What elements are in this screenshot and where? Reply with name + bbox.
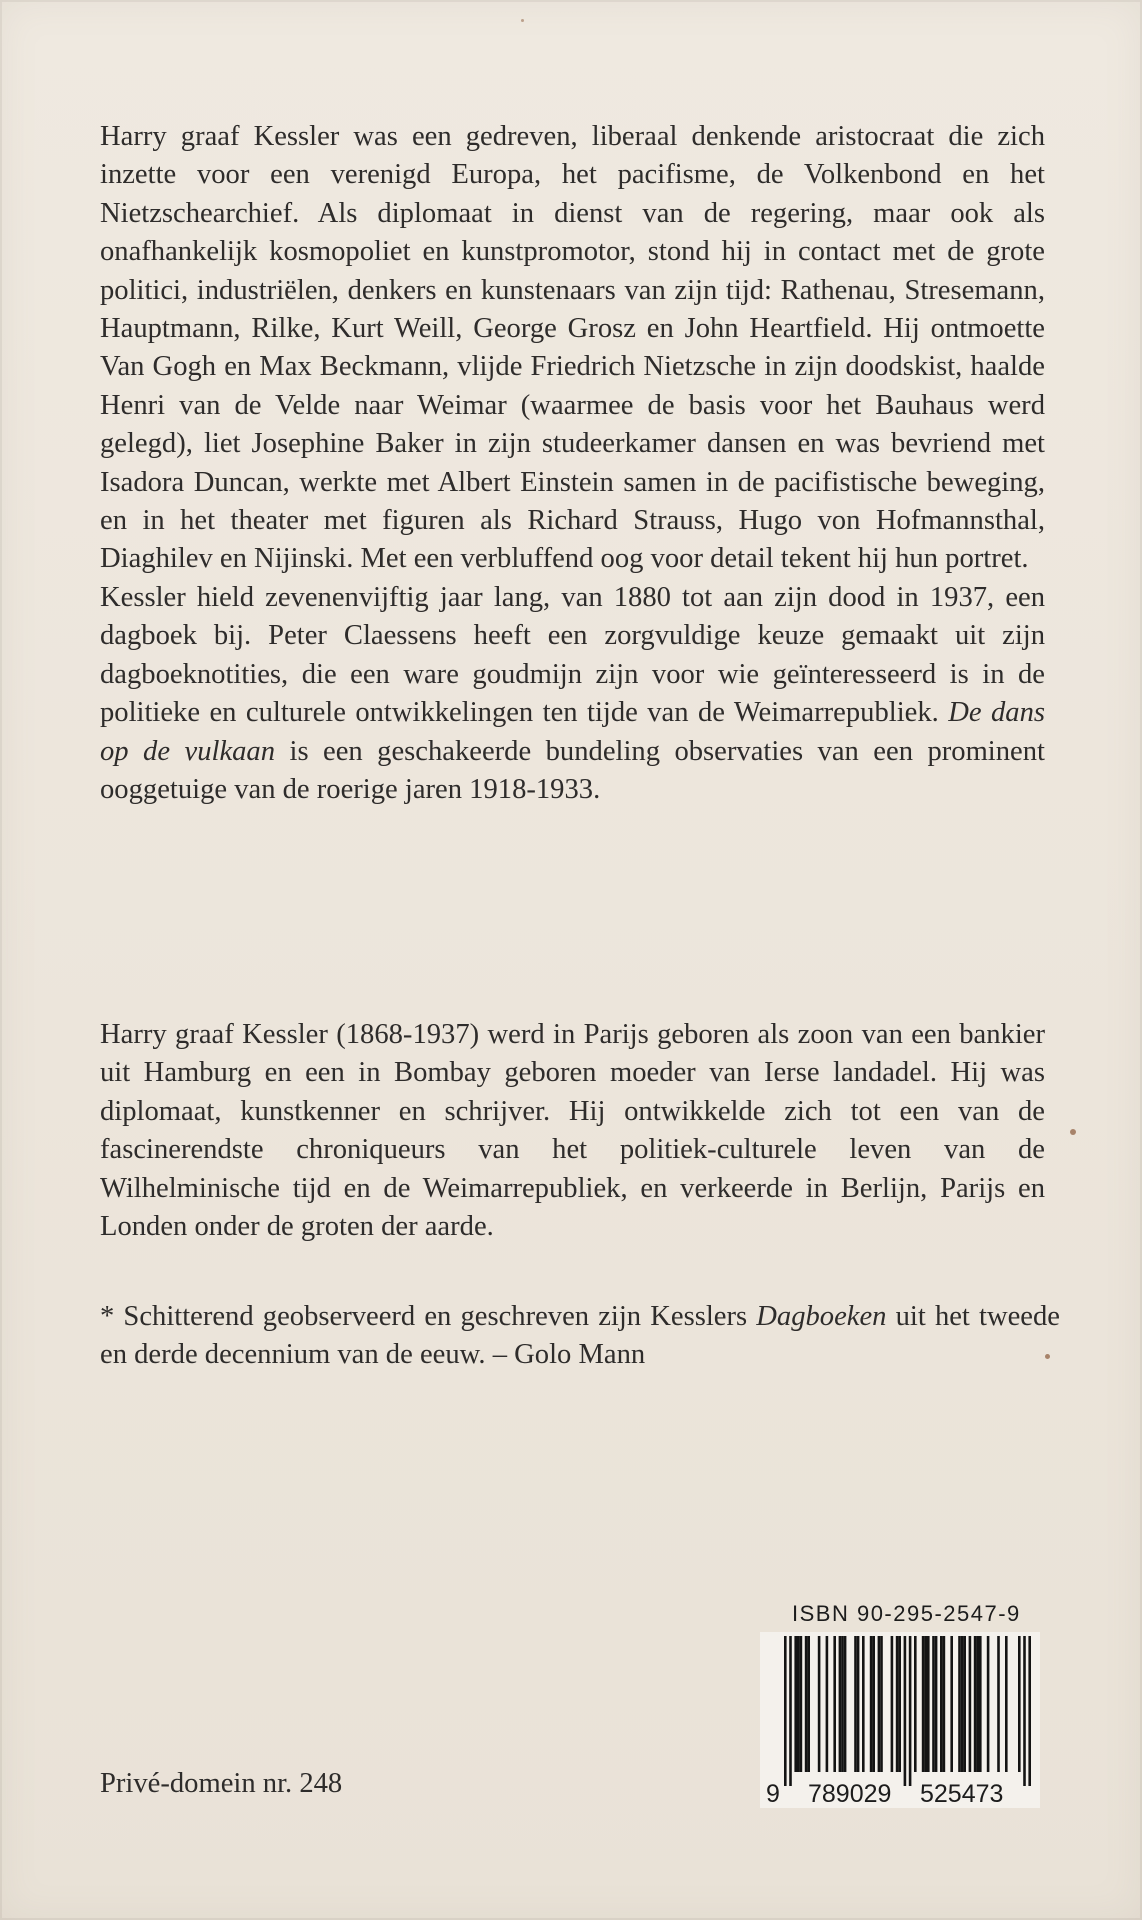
barcode-left-digits: 789029 [808, 1780, 892, 1808]
barcode-bar [800, 1636, 803, 1772]
barcode-bar [818, 1636, 821, 1772]
barcode-bar [826, 1636, 829, 1772]
barcode-bar [1028, 1636, 1031, 1786]
blurb-paragraph-2-end: is een geschakeerde bundeling observaties van een prominent ooggetuige van de roerige jaren 1918-1933. [100, 735, 1045, 805]
barcode-bar [909, 1636, 912, 1786]
barcode-bar [880, 1636, 883, 1772]
ean-barcode [760, 1632, 1040, 1808]
barcode-bar [805, 1636, 808, 1772]
barcode-bar [958, 1636, 961, 1772]
barcode-bar [924, 1636, 927, 1772]
barcode-bar [963, 1636, 966, 1772]
barcode-bar [1005, 1636, 1008, 1772]
barcode-bar [872, 1636, 875, 1772]
barcode-bar [943, 1636, 946, 1772]
barcode-bar [914, 1636, 917, 1772]
barcode-bar [878, 1636, 881, 1772]
barcode-bar [854, 1636, 857, 1772]
review-quote-end: uit het tweede en derde decennium van de eeuw. – Golo Mann [100, 1301, 1060, 1371]
review-quote-start: * Schitterend geobserveerd en geschreven zijn Kesslers [100, 1301, 748, 1332]
barcode-bar [927, 1636, 930, 1772]
blurb-paragraph-2 [100, 579, 1045, 809]
barcode-right-digits: 525473 [920, 1780, 1004, 1808]
barcode-bar [833, 1636, 836, 1772]
barcode-bar [870, 1636, 873, 1772]
barcode-bar [797, 1636, 800, 1772]
blurb-paragraph-1: Harry graaf Kessler was een gedreven, liberaal denkende aristocraat die zich inzette voor een verenigd Europa, het pacifisme, de Volkenbond en het Nietzschearchief. Als diplomaat in dienst van de regering, maar ook als onafhankelijk kosmopoliet en kunstpromotor, stond hij in contact met de grote politici, industriëlen, denkers en kunstenaars van zijn tijd: Rathenau, Stresemann, Hauptmann, Rilke, Kurt Weill, George Grosz en John Heartfield. Hij ontmoette Van Gogh en Max Beckmann, vlijde Friedrich Nietzsche in zijn doodskist, haalde Henri van de Velde naar Weimar (waarmee de basis voor het Bauhaus werd gelegd), liet Josephine Baker in zijn studeerkamer dansen en was bevriend met Isadora Duncan, werkte met Albert Einstein samen in de pacifistische beweging, en in het theater met figuren als Richard Strauss, Hugo von Hofmannsthal, Diaghilev en Nijinski. Met een verbluffend oog voor detail tekent hij hun portret. [100, 121, 1045, 575]
barcode-bar [839, 1636, 842, 1772]
barcode-bar [932, 1636, 935, 1772]
barcode-bar [841, 1636, 844, 1772]
paper-speck [521, 19, 524, 22]
barcode-bar [1023, 1636, 1026, 1786]
barcode-bar [898, 1636, 901, 1772]
isbn-label: ISBN 90-295-2547-9 [792, 1601, 1021, 1626]
author-biography [100, 1016, 1045, 1246]
barcode-bar [940, 1636, 943, 1772]
barcode-lead-digit: 9 [766, 1780, 780, 1808]
paper-speck [1070, 1129, 1076, 1135]
book-title-inline: De dans op de vulkaan [100, 697, 1046, 767]
blurb-text [100, 118, 1045, 809]
barcode-graphic [760, 1632, 1040, 1808]
paper-speck [1045, 1354, 1050, 1359]
barcode-bar [857, 1636, 860, 1772]
barcode-bar [784, 1636, 787, 1786]
barcode-bar [979, 1636, 982, 1772]
barcode-bar [935, 1636, 938, 1772]
barcode-bar [807, 1636, 810, 1772]
barcode-bar [844, 1636, 847, 1772]
series-label: Privé-domein nr. 248 [100, 1768, 343, 1799]
barcode-bar [974, 1636, 977, 1772]
author-biography-text: Harry graaf Kessler (1868-1937) werd in Parijs geboren als zoon van een bankier uit Hamburg en een in Bombay geboren moeder van Ierse landadel. Hij was diplomaat, kunstkenner en schrijver. Hij ontwikkelde zich tot een van de fascinerendste chroniqueurs van het politiek-culturele leven van de Wilhelminische tijd en de Weimarrepubliek, en verkeerde in Berlijn, Parijs en Londen onder de groten der aarde. [100, 1019, 1045, 1243]
barcode-bar [1018, 1636, 1021, 1772]
barcode-bar [950, 1636, 953, 1772]
barcode-bar [896, 1636, 899, 1772]
barcode-bar [862, 1636, 865, 1772]
review-quote-title: Dagboeken [756, 1301, 887, 1332]
barcode-bar [976, 1636, 979, 1772]
barcode-bar [922, 1636, 925, 1772]
review-quote-text [100, 1298, 1060, 1375]
barcode-bar [904, 1636, 907, 1786]
barcode-bar [961, 1636, 964, 1772]
barcode-bar [997, 1636, 1000, 1772]
review-quote [100, 1298, 1060, 1375]
barcode-bar [969, 1636, 972, 1772]
blurb-paragraph-2-start: Kessler hield zevenenvijftig jaar lang, van 1880 tot aan zijn dood in 1937, een dagboek bij. Peter Claessens heeft een zorgvuldige keuze gemaakt uit zijn dagboeknotities, die een ware goudmijn zijn voor wie geïnteresseerd is in de politieke en culturele ontwikkelingen ten tijde van de Weimarrepubliek. [100, 581, 1045, 729]
barcode-bar [794, 1636, 797, 1772]
barcode-bar [987, 1636, 990, 1772]
barcode-bar [891, 1636, 894, 1772]
barcode-bar [789, 1636, 792, 1786]
